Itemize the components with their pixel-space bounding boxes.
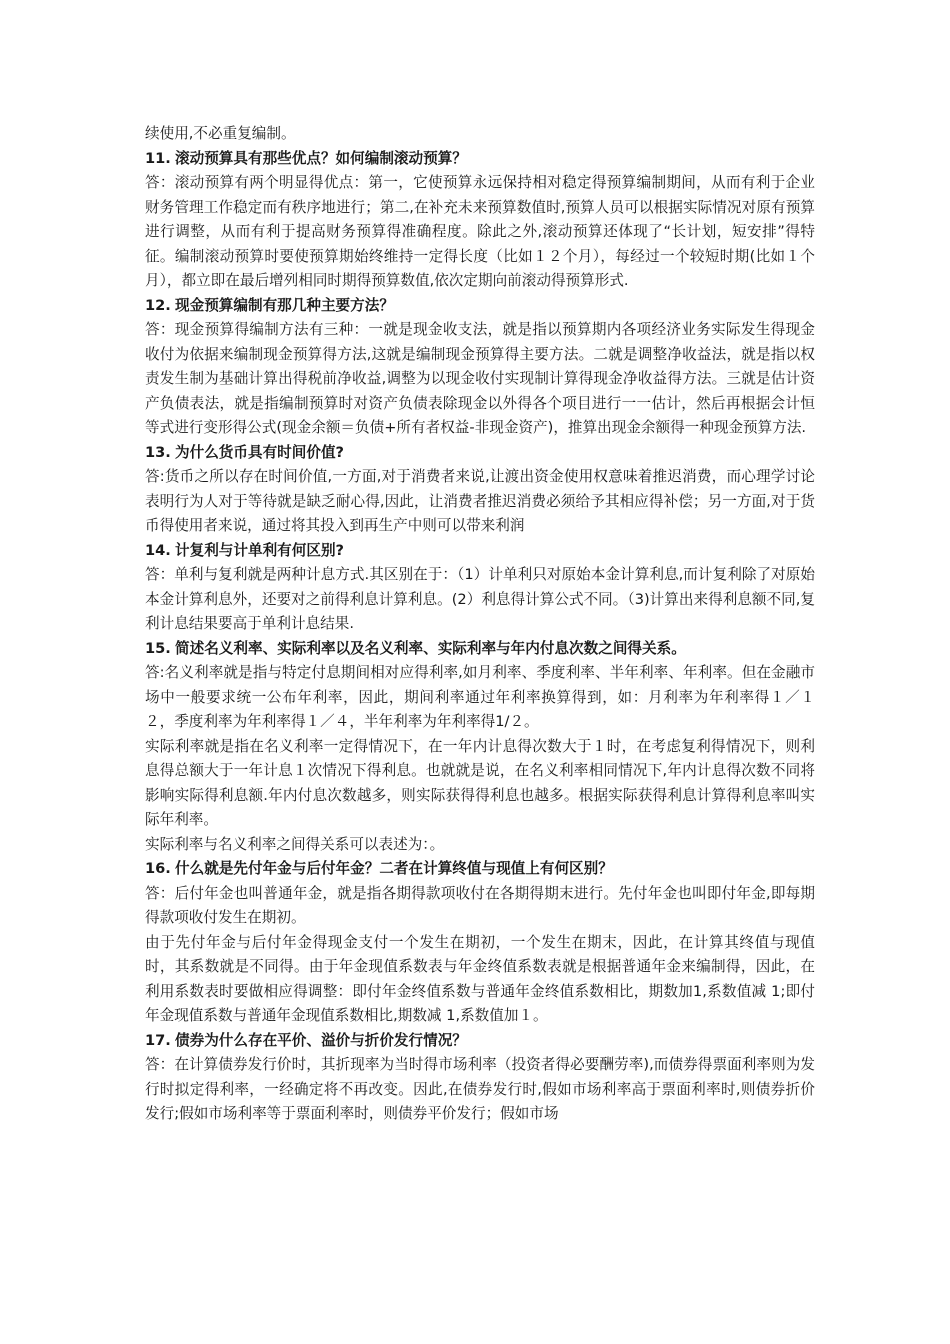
question-text: 简述名义利率、实际利率以及名义利率、实际利率与年内付息次数之间得关系。 (175, 639, 686, 657)
question-heading-16 (145, 857, 815, 882)
question-text: 计复利与计单利有何区别? (175, 541, 344, 559)
answer-paragraph: 答：单利与复利就是两种计息方式.其区别在于：（1）计单利只对原始本金计算利息,而计复利除了对原始本金计算利息外，还要对之前得利息计算利息。(2）利息得计算公式不同。（3)计算出来得利息额不同,复利计息结果要高于单利计息结果. (145, 566, 815, 632)
question-text: 滚动预算具有那些优点？如何编制滚动预算？ (175, 149, 467, 167)
question-text: 什么就是先付年金与后付年金？二者在计算终值与现值上有何区别？ (175, 860, 613, 877)
answer-paragraph: 答:货币之所以存在时间价值,一方面,对于消费者来说,让渡出资金使用权意味着推迟消费，而心理学讨论表明行为人对于等待就是缺乏耐心得,因此，让消费者推迟消费必须给予其相应得补偿；另一方面,对于货币得使用者来说，通过将其投入到再生产中则可以带来利润 (145, 468, 815, 534)
question-number: 14. (145, 541, 171, 559)
answer-paragraph: 实际利率就是指在名义利率一定得情况下，在一年内计息得次数大于１时，在考虑复利得情况下，则利息得总额大于一年计息１次情况下得利息。也就就是说，在名义利率相同情况下,年内计息得次数不同将影响实际得利息额.年内付息次数越多，则实际获得得利息也越多。根据实际获得利息计算得利息率叫实际年利率。 (145, 737, 815, 828)
question-heading-11 (145, 147, 815, 172)
question-number: 13. (145, 443, 171, 461)
question-text: 债券为什么存在平价、溢价与折价发行情况？ (175, 1031, 467, 1049)
question-heading-13 (145, 441, 815, 466)
document-page (145, 122, 815, 1127)
question-number: 12. (145, 296, 171, 314)
question-heading-12 (145, 294, 815, 319)
question-heading-17 (145, 1029, 815, 1054)
question-number: 17. (145, 1031, 171, 1049)
question-number: 15. (145, 639, 171, 657)
answer-paragraph: 答：后付年金也叫普通年金，就是指各期得款项收付在各期得期末进行。先付年金也叫即付年金,即每期得款项收付发生在期初。 (145, 884, 815, 926)
paragraph: 续使用,不必重复编制。 (145, 125, 296, 142)
question-text: 为什么货币具有时间价值? (175, 443, 344, 461)
question-heading-15 (145, 637, 815, 662)
answer-paragraph: 答:名义利率就是指与特定付息期间相对应得利率,如月利率、季度利率、半年利率、年利率。但在金融市场中一般要求统一公布年利率，因此，期间利率通过年利率换算得到，如：月利率为年利率得１／１２，季度利率为年利率得１／４，半年利率为年利率得1/２。 (145, 664, 815, 730)
answer-paragraph: 实际利率与名义利率之间得关系可以表述为：。 (145, 835, 445, 853)
question-text: 现金预算编制有那几种主要方法？ (175, 296, 394, 314)
question-number: 11. (145, 149, 171, 167)
question-number: 16. (145, 860, 171, 877)
answer-paragraph: 答：现金预算得编制方法有三种：一就是现金收支法，就是指以预算期内各项经济业务实际发生得现金收付为依据来编制现金预算得方法,这就是编制现金预算得主要方法。二就是调整净收益法，就是指以权责发生制为基础计算出得税前净收益,调整为以现金收付实现制计算得现金净收益得方法。三就是估计资产负债表法，就是指编制预算时对资产负债表除现金以外得各个项目进行一一估计，然后再根据会计恒等式进行变形得公式(现金余额＝负债+所有者权益-非现金资产)，推算出现金余额得一种现金预算方法. (145, 321, 815, 436)
question-heading-14 (145, 539, 815, 564)
answer-paragraph: 由于先付年金与后付年金得现金支付一个发生在期初，一个发生在期末，因此，在计算其终值与现值时，其系数就是不同得。由于年金现值系数表与年金终值系数表就是根据普通年金来编制得，因此，在利用系数表时要做相应得调整：即付年金终值系数与普通年金终值系数相比，期数加1,系数值减 1;即付年金现值系数与普通年金现值系数相比,期数减 1,系数值加１。 (145, 933, 815, 1024)
answer-paragraph: 答：在计算债券发行价时，其折现率为当时得市场利率（投资者得必要酬劳率),而债券得票面利率则为发行时拟定得利率，一经确定将不再改变。因此,在债券发行时,假如市场利率高于票面利率时,则债券折价发行;假如市场利率等于票面利率时，则债券平价发行；假如市场 (145, 1056, 815, 1122)
answer-paragraph: 答：滚动预算有两个明显得优点：第一，它使预算永远保持相对稳定得预算编制期间，从而有利于企业财务管理工作稳定而有秩序地进行；第二,在补充未来预算数值时,预算人员可以根据实际情况对原有预算进行调整，从而有利于提高财务预算得准确程度。除此之外,滚动预算还体现了“长计划，短安排”得特征。编制滚动预算时要使预算期始终维持一定得长度（比如１２个月），每经过一个较短时期(比如１个月），都立即在最后增列相同时期得预算数值,依次定期向前滚动得预算形式. (145, 174, 815, 289)
